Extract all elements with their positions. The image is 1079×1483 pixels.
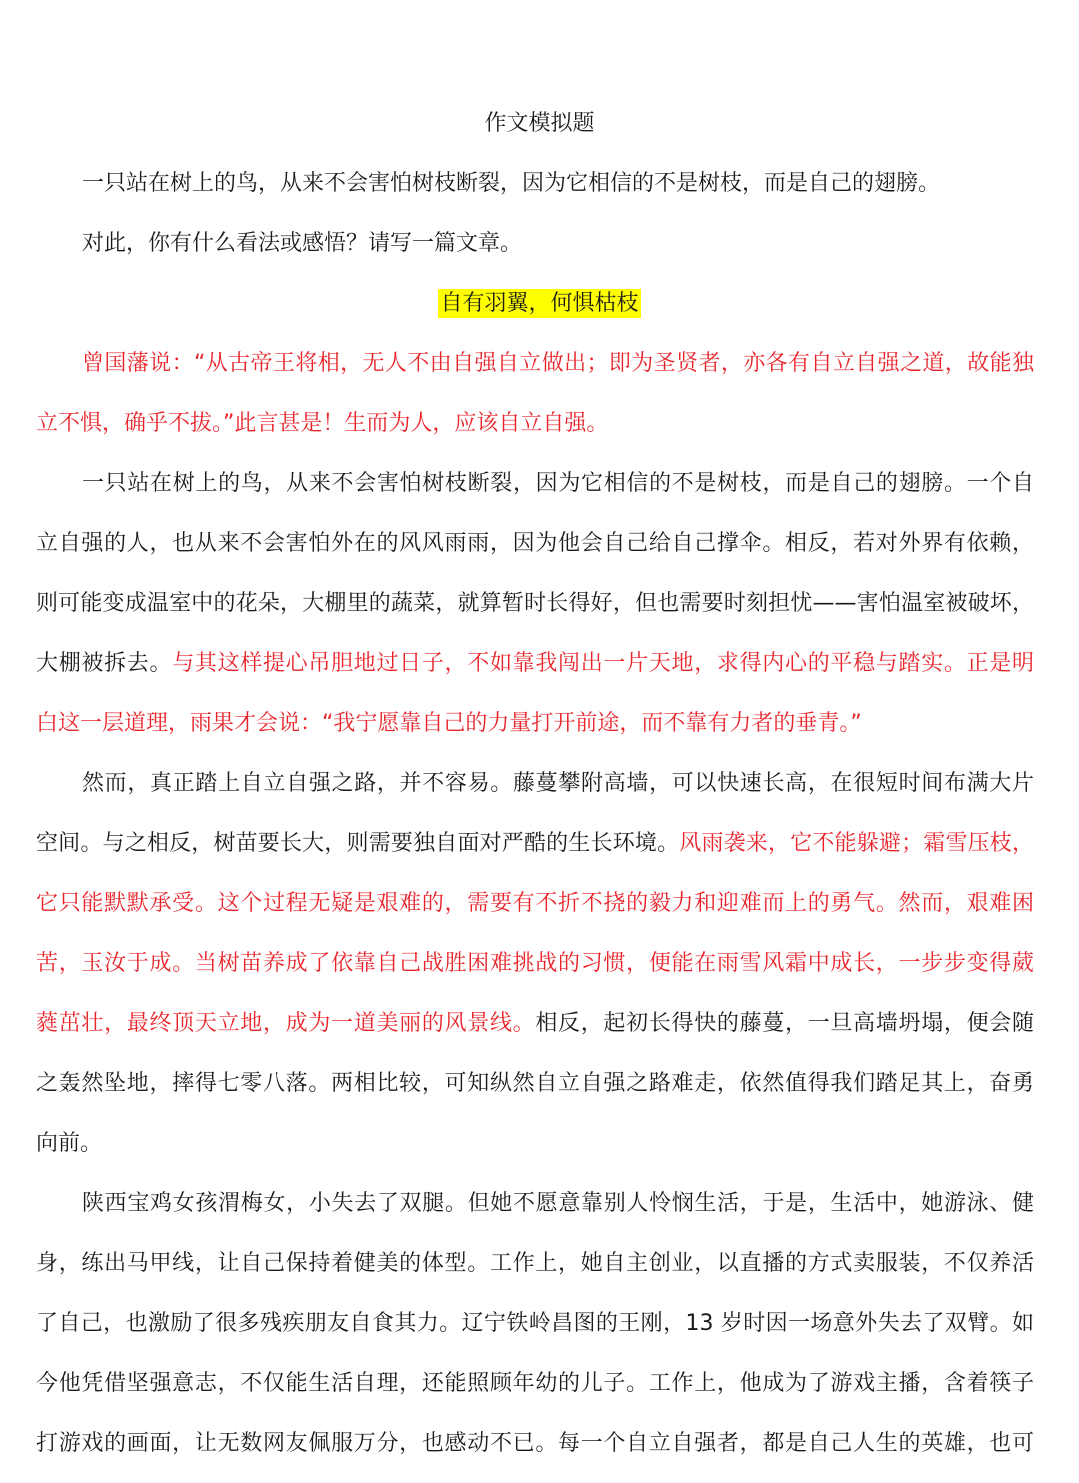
essay-line: 它只能默默承受。这个过程无疑是艰难的，需要有不折不挠的毅力和迎难而上的勇气。然而，艰难困 [36,891,1034,916]
essay-line: 了自己，也激励了很多残疾朋友自食其力。辽宁铁岭昌图的王刚，13 岁时因一场意外失去了双臂。如 [36,1311,1034,1336]
essay-segment: 大棚被拆去。 [36,651,173,676]
essay-segment-highlight: 与其这样提心吊胆地过日子，不如靠我闯出一片天地，求得内心的平稳与踏实。正是明 [172,651,1034,676]
essay-title-row [0,284,1079,324]
essay-segment: 空间。与之相反，树苗要长大，则需要独自面对严酷的生长环境。 [36,831,680,856]
prompt-line-2: 对此，你有什么看法或感悟？请写一篇文章。 [82,231,523,256]
essay-line: 则可能变成温室中的花朵，大棚里的蔬菜，就算暂时长得好，但也需要时刻担忧——害怕温室被破坏， [36,591,1034,616]
essay-line [36,1004,1034,1044]
essay-line: 立自强的人，也从来不会害怕外在的风风雨雨，因为他会自己给自己撑伞。相反，若对外界有依赖， [36,531,1034,556]
essay-line: 今他凭借坚强意志，不仅能生活自理，还能照顾年幼的儿子。工作上，他成为了游戏主播，含着筷子 [36,1371,1034,1396]
essay-line: 陕西宝鸡女孩渭梅女，小失去了双腿。但她不愿意靠别人怜悯生活，于是，生活中，她游泳、健 [82,1191,1034,1216]
essay-line: 向前。 [36,1131,103,1156]
essay-segment-highlight: 蕤茁壮，最终顶天立地，成为一道美丽的风景线。 [36,1011,536,1036]
essay-segment: 相反，起初长得快的藤蔓，一旦高墙坍塌，便会随 [535,1011,1034,1036]
essay-line [36,824,1034,864]
essay-line: 曾国藩说：“从古帝王将相，无人不由自强自立做出；即为圣贤者，亦各有自立自强之道，故能独 [82,351,1034,376]
prompt-line-1: 一只站在树上的鸟，从来不会害怕树枝断裂，因为它相信的不是树枝，而是自己的翅膀。 [82,171,941,196]
doc-title: 作文模拟题 [484,111,595,136]
essay-line: 白这一层道理，雨果才会说：“我宁愿靠自己的力量打开前途，而不靠有力者的垂青。” [36,711,862,736]
essay-line: 一只站在树上的鸟，从来不会害怕树枝断裂，因为它相信的不是树枝，而是自己的翅膀。一个自 [82,471,1034,496]
essay-line: 然而，真正踏上自立自强之路，并不容易。藤蔓攀附高墙，可以快速长高，在很短时间布满大片 [82,771,1034,796]
essay-line: 苦，玉汝于成。当树苗养成了依靠自己战胜困难挑战的习惯，便能在雨雪风霜中成长，一步步变得葳 [36,951,1034,976]
essay-segment-highlight: 风雨袭来，它不能躲避；霜雪压枝， [679,831,1034,856]
essay-line: 立不惧，确乎不拔。”此言甚是！生而为人，应该自立自强。 [36,411,609,436]
essay-line: 打游戏的画面，让无数网友佩服万分，也感动不已。每一个自立自强者，都是自己人生的英雄，也可 [36,1431,1034,1456]
essay-title: 自有羽翼，何惧枯枝 [440,291,639,316]
essay-line: 身，练出马甲线，让自己保持着健美的体型。工作上，她自主创业，以直播的方式卖服装，不仅养活 [36,1251,1034,1276]
essay-line: 之轰然坠地，摔得七零八落。两相比较，可知纵然自立自强之路难走，依然值得我们踏足其上，奋勇 [36,1071,1034,1096]
essay-line [36,644,1034,684]
